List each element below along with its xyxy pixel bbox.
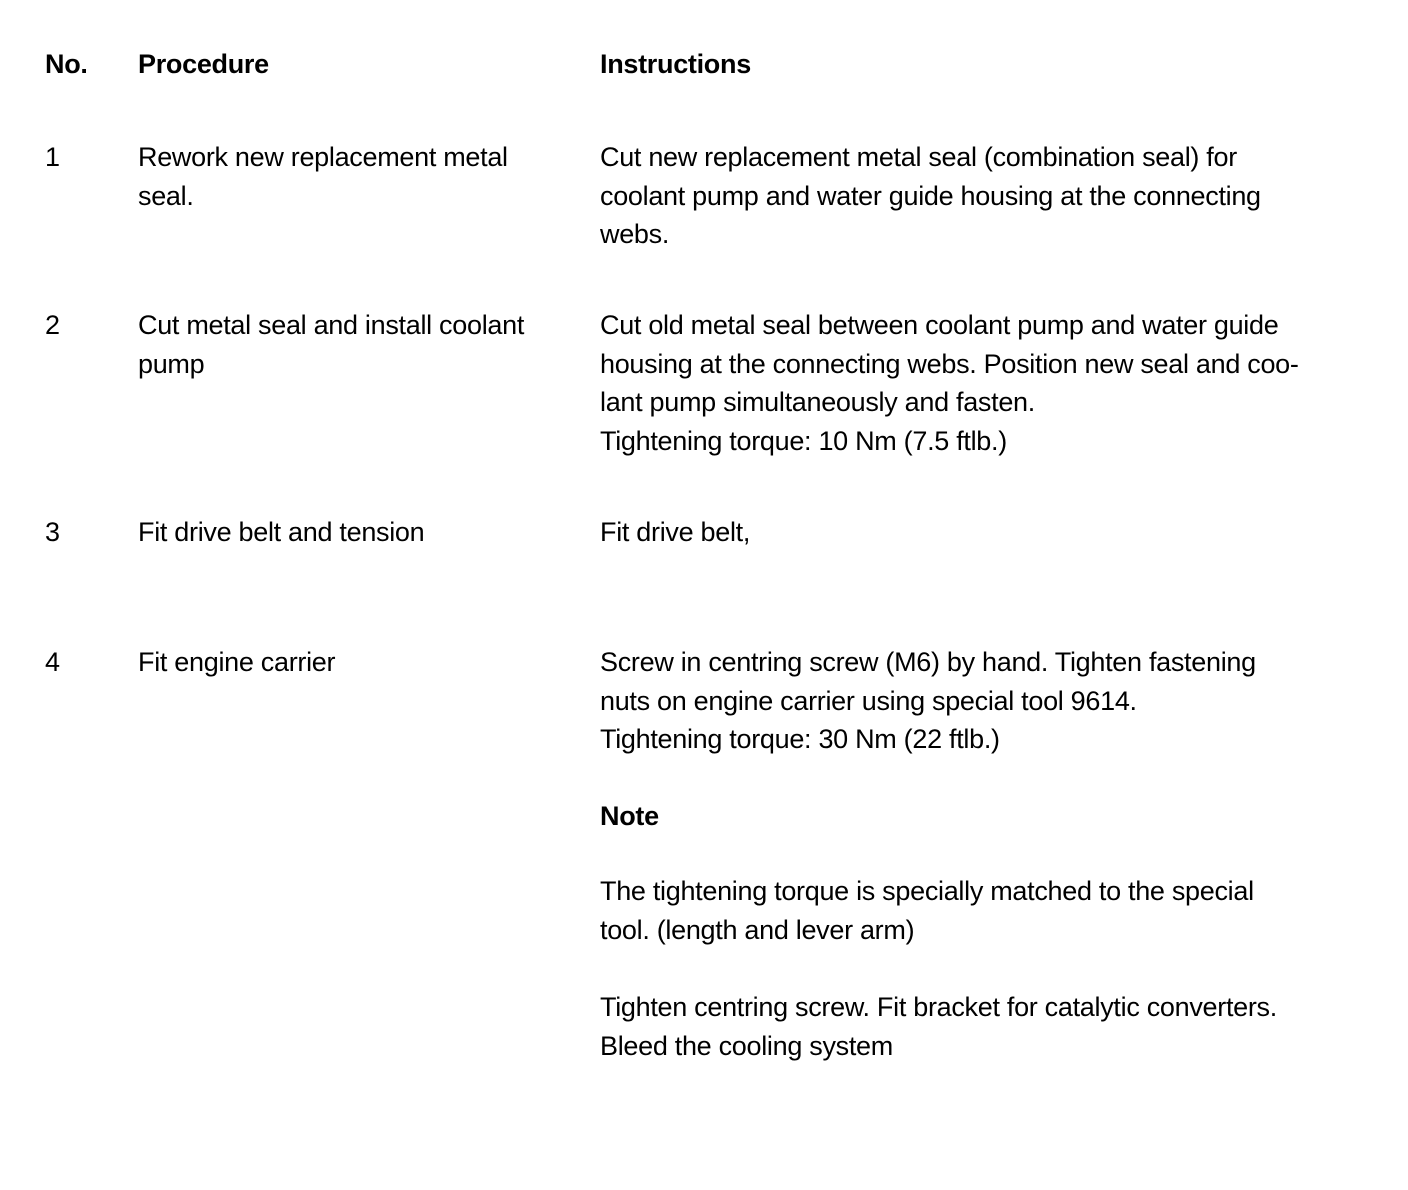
row-number: 1: [45, 142, 60, 172]
instruction-line: nuts on engine carrier using special tool 9614.: [600, 685, 1137, 716]
procedure-text: [138, 306, 578, 383]
note-line: The tightening torque is specially matched to the special: [600, 876, 1254, 906]
instruction-line: Screw in centring screw (M6) by hand. Tighten fastening: [600, 647, 1256, 677]
procedure-line: Cut metal seal and install coolant: [138, 310, 525, 340]
instruction-line: webs.: [600, 219, 670, 249]
instruction-line: Tightening torque: 10 Nm (7.5 ftlb.): [600, 425, 1007, 456]
after-note-text: [600, 988, 1360, 1065]
instructions-text: [600, 643, 1360, 759]
procedure-text: [138, 643, 578, 682]
instruction-line: Cut new replacement metal seal (combination seal) for: [600, 142, 1237, 172]
procedure-text: [138, 138, 578, 215]
procedure-line: Rework new replacement metal: [138, 142, 508, 172]
procedure-line: Fit drive belt and tension: [138, 517, 425, 547]
instruction-line: Cut old metal seal between coolant pump and water guide: [600, 310, 1279, 340]
instruction-line: Fit drive belt,: [600, 517, 751, 547]
procedure-line: seal.: [138, 180, 194, 211]
procedure-text: [138, 513, 578, 552]
header-procedure: Procedure: [138, 49, 269, 79]
instruction-line: lant pump simultaneously and fasten.: [600, 387, 1035, 417]
note-line: tool. (length and lever arm): [600, 914, 915, 945]
instructions-text: [600, 306, 1360, 460]
note-text: [600, 872, 1360, 949]
row-number: 2: [45, 310, 60, 340]
note-title: Note: [600, 801, 659, 831]
instruction-line: Bleed the cooling system: [600, 1030, 893, 1061]
header-instructions: Instructions: [600, 49, 751, 79]
row-number: 4: [45, 647, 60, 677]
instruction-line: Tighten centring screw. Fit bracket for catalytic converters.: [600, 992, 1277, 1022]
header-no: No.: [45, 49, 88, 79]
procedure-line: pump: [138, 348, 205, 379]
instructions-text: [600, 138, 1360, 254]
instruction-line: coolant pump and water guide housing at the connecting: [600, 180, 1261, 211]
row-number: 3: [45, 517, 60, 547]
instruction-line: housing at the connecting webs. Position new seal and coo-: [600, 348, 1299, 379]
instruction-line: Tightening torque: 30 Nm (22 ftlb.): [600, 724, 1000, 754]
procedure-line: Fit engine carrier: [138, 647, 336, 677]
instructions-text: [600, 513, 1360, 552]
